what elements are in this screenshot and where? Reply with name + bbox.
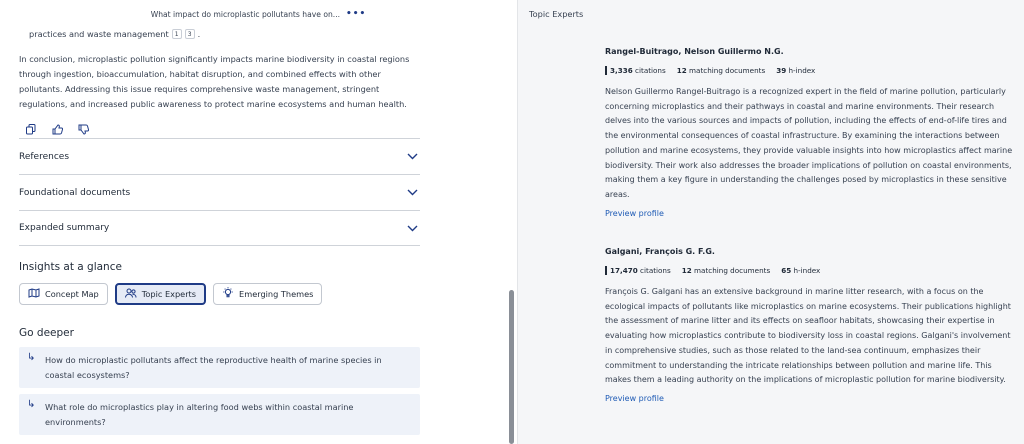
- topic-experts-panel: [517, 0, 1024, 444]
- expert-bio: François G. Galgani has an extensive background in marine litter research, with a focus on the ecological impacts of pollutants like microplastics on marine ecosystems. Their publications highlight the assessment of marine litter and its effects on seafloor habitats, showcasing their expertise in evaluating how microplastics contribute to biodiversity loss in coastal regions. Galgani's involvement in comprehensive studies, such as those related to the land-sea continuum, emphasizes their commitment to understanding the intricate relationships between pollution and marine life. This makes them a leading authority on the implications of microplastic pollution for marine biodiversity.: [605, 287, 1011, 385]
- chevron-down-icon: [407, 222, 418, 235]
- answer-content: [19, 27, 420, 435]
- map-icon: [28, 288, 40, 301]
- return-arrow-icon: ↳: [27, 399, 36, 410]
- thumbs-down-icon[interactable]: [76, 124, 90, 138]
- conclusion-paragraph: In conclusion, microplastic pollution significantly impacts marine biodiversity in coastal regions through ingestion, bioaccumulation, habitat disruption, and combined effects with other pollutants. Addressing this issue requires comprehensive waste management, stringent regulations, and increased public awareness to protect marine ecosystems and human health.: [19, 54, 410, 109]
- preview-profile-link[interactable]: Preview profile: [605, 208, 664, 218]
- answer-line: [19, 27, 420, 41]
- documents-stat: 12 matching documents: [676, 66, 766, 75]
- chip-label: Emerging Themes: [239, 289, 314, 299]
- lightbulb-icon: [222, 287, 234, 301]
- insights-title: Insights at a glance: [19, 261, 122, 273]
- accordion-expanded-summary[interactable]: [19, 210, 420, 246]
- expert-name: Rangel-Buitrago, Nelson Guillermo N.G.: [605, 47, 784, 56]
- accordion-label: References: [19, 151, 70, 162]
- chevron-down-icon: [407, 186, 418, 199]
- expert-bio: Nelson Guillermo Rangel-Buitrago is a recognized expert in the field of marine pollution, particularly concerning microplastics and their pathways in coastal and marine environments. Their research delves into the various sources and impacts of pollution, including the effects of end-of-life tires and the environmental consequences of coastal infrastructure. By examining the interactions between pollution and marine ecosystems, they provide valuable insights into how microplastics affect marine biodiversity. Their work also addresses the broader implications of pollution on coastal environments, making them a key figure in understanding the challenges posed by microplastics in these sensitive areas.: [605, 87, 1013, 199]
- citations-stat: 3,336 citations: [605, 66, 666, 75]
- expert-name: Galgani, François G. F.G.: [605, 247, 715, 256]
- conversation-header: [0, 0, 517, 28]
- people-icon: [125, 288, 137, 301]
- answer-text-end: .: [197, 29, 201, 39]
- chevron-down-icon: [407, 150, 418, 163]
- answer-text: practices and waste management: [29, 29, 169, 39]
- preview-profile-link[interactable]: Preview profile: [605, 393, 664, 403]
- accordion-label: Expanded summary: [19, 223, 110, 233]
- conversation-title: What impact do microplastic pollutants have on...: [150, 9, 341, 19]
- more-options-icon[interactable]: •••: [346, 9, 367, 19]
- expert-stats: [605, 66, 1015, 75]
- answer-actions: [19, 124, 420, 138]
- documents-stat: 12 matching documents: [681, 266, 771, 275]
- emerging-themes-button[interactable]: [213, 283, 322, 305]
- concept-map-button[interactable]: [19, 283, 108, 305]
- accordion-foundational-documents[interactable]: [19, 174, 420, 210]
- copy-icon[interactable]: [24, 124, 38, 138]
- thumbs-up-icon[interactable]: [50, 124, 64, 138]
- return-arrow-icon: ↳: [27, 352, 36, 363]
- citation-badge[interactable]: 1: [172, 29, 182, 39]
- topic-experts-button[interactable]: [115, 283, 206, 305]
- question-text: How do microplastic pollutants affect the reproductive health of marine species in coastal ecosystems?: [45, 355, 382, 380]
- chip-label: Topic Experts: [141, 289, 197, 299]
- chip-label: Concept Map: [45, 289, 99, 299]
- expert-card: [605, 247, 1015, 403]
- accordion-references[interactable]: [19, 138, 420, 174]
- follow-up-question[interactable]: [19, 347, 420, 388]
- expert-card: [605, 47, 1015, 218]
- accordion-label: Foundational documents: [19, 187, 131, 198]
- h-index-stat: 65 h-index: [781, 266, 821, 275]
- citations-stat: 17,470 citations: [605, 266, 671, 275]
- h-index-stat: 39 h-index: [776, 66, 816, 75]
- go-deeper-title: Go deeper: [19, 327, 74, 339]
- scrollbar-thumb[interactable]: [509, 290, 514, 444]
- citation-badge[interactable]: 3: [185, 29, 195, 39]
- expert-stats: [605, 266, 1015, 275]
- panel-title: Topic Experts: [529, 9, 584, 19]
- question-text: What role do microplastics play in altering food webs within coastal marine environments?: [45, 402, 354, 427]
- follow-up-question[interactable]: [19, 394, 420, 435]
- insights-chips: [19, 283, 420, 305]
